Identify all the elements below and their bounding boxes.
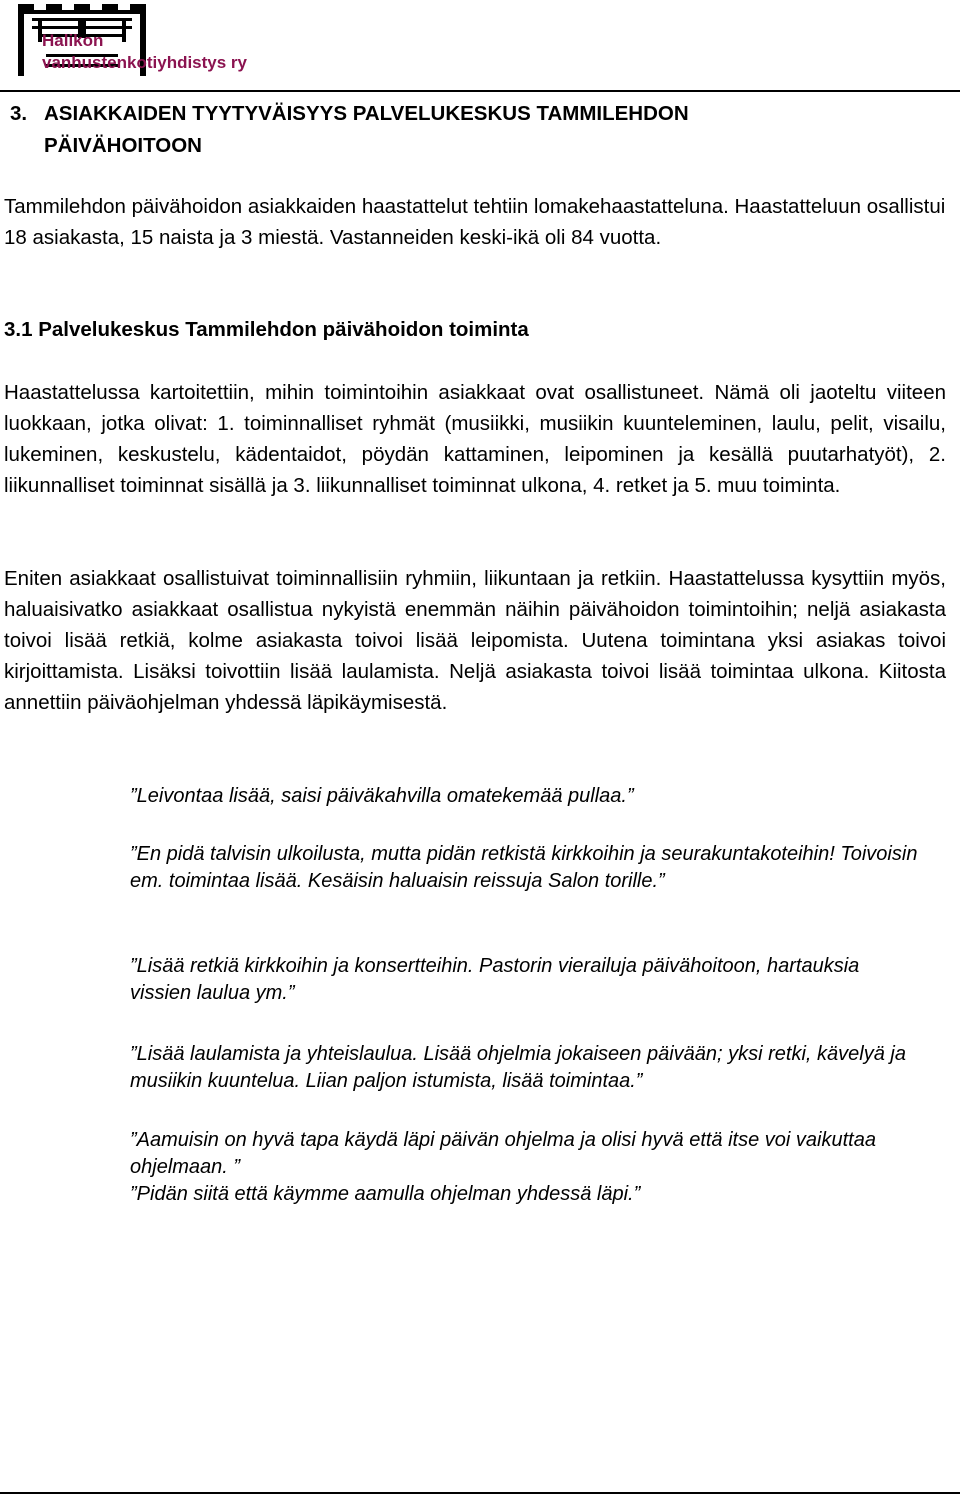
client-quote: ”Lisää retkiä kirkkoihin ja konsertteihin. Pastorin vierailuja päivähoitoon, hartauksia vissien laulua ym.” <box>130 955 860 1004</box>
activities-paragraph: Haastattelussa kartoitettiin, mihin toimintoihin asiakkaat ovat osallistuneet. Nämä oli jaoteltu viiteen luokkaan, jotka olivat: 1. toiminnalliset ryhmät (musiikki, musiikin kuunteleminen, laulu, pelit, visailu, lukeminen, keskustelu, kädentaidot, pöydän kattaminen, leipominen ja kesällä puutarhatyöt), 2. liikunnalliset toiminnat sisällä ja 3. liikunnalliset toiminnat ulkona, 4. retket ja 5. muu toiminta. <box>4 381 946 497</box>
client-quote: ”Leivontaa lisää, saisi päiväkahvilla omatekemää pullaa.” <box>130 785 634 807</box>
footer-divider <box>0 1492 960 1494</box>
section-title-line2: PÄIVÄHOITOON <box>44 134 202 157</box>
intro-paragraph: Tammilehdon päivähoidon asiakkaiden haastattelut tehtiin lomakehaastatteluna. Haastatteluun osallistui 18 asiakasta, 15 naista ja 3 miestä. Vastanneiden keski-ikä oli 84 vuotta. <box>4 195 946 249</box>
client-quote: ”Pidän siitä että käymme aamulla ohjelman yhdessä läpi.” <box>130 1183 641 1205</box>
header-divider <box>0 90 960 92</box>
client-quote: ”Aamuisin on hyvä tapa käydä läpi päivän ohjelma ja olisi hyvä että itse voi vaikuttaa ohjelmaan. ” <box>130 1129 876 1178</box>
client-quote: ”Lisää laulamista ja yhteislaulua. Lisää ohjelmia jokaiseen päivään; yksi retki, kävelyä ja musiikin kuuntelua. Liian paljon istumista, lisää toimintaa.” <box>130 1043 906 1092</box>
client-quote: ”En pidä talvisin ulkoilusta, mutta pidän retkistä kirkkoihin ja seurakuntakoteihin! Toivoisin em. toimintaa lisää. Kesäisin haluaisin reissuja Salon torille.” <box>130 843 918 892</box>
org-name-line2: vanhustenkotiyhdistys ry <box>42 53 248 72</box>
section-heading <box>10 98 910 162</box>
participation-paragraph: Eniten asiakkaat osallistuivat toiminnallisiin ryhmiin, liikuntaan ja retkiin. Haastattelussa kysyttiin myös, haluaisivatko asiakkaat osallistua nykyistä enemmän näihin päivähoidon toimintoihin; neljä asiakasta toivoi lisää retkiä, kolme asiakasta toivoi lisää leipomista. Uutena toimintana yksi asiakas toivoi kirjoittamista. Lisäksi toivottiin lisää laulamista. Neljä asiakasta toivoi lisää toimintaa ulkona. Kiitosta annettiin päiväohjelman yhdessä läpikäymisestä. <box>4 567 946 714</box>
section-title-line1: ASIAKKAIDEN TYYTYVÄISYYS PALVELUKESKUS TAMMILEHDON <box>44 102 689 125</box>
subsection-heading: 3.1 Palvelukeskus Tammilehdon päivähoidon toiminta <box>4 318 529 341</box>
organization-name <box>42 30 247 74</box>
org-name-line1: Halikon <box>42 31 104 50</box>
section-number: 3. <box>10 102 28 125</box>
